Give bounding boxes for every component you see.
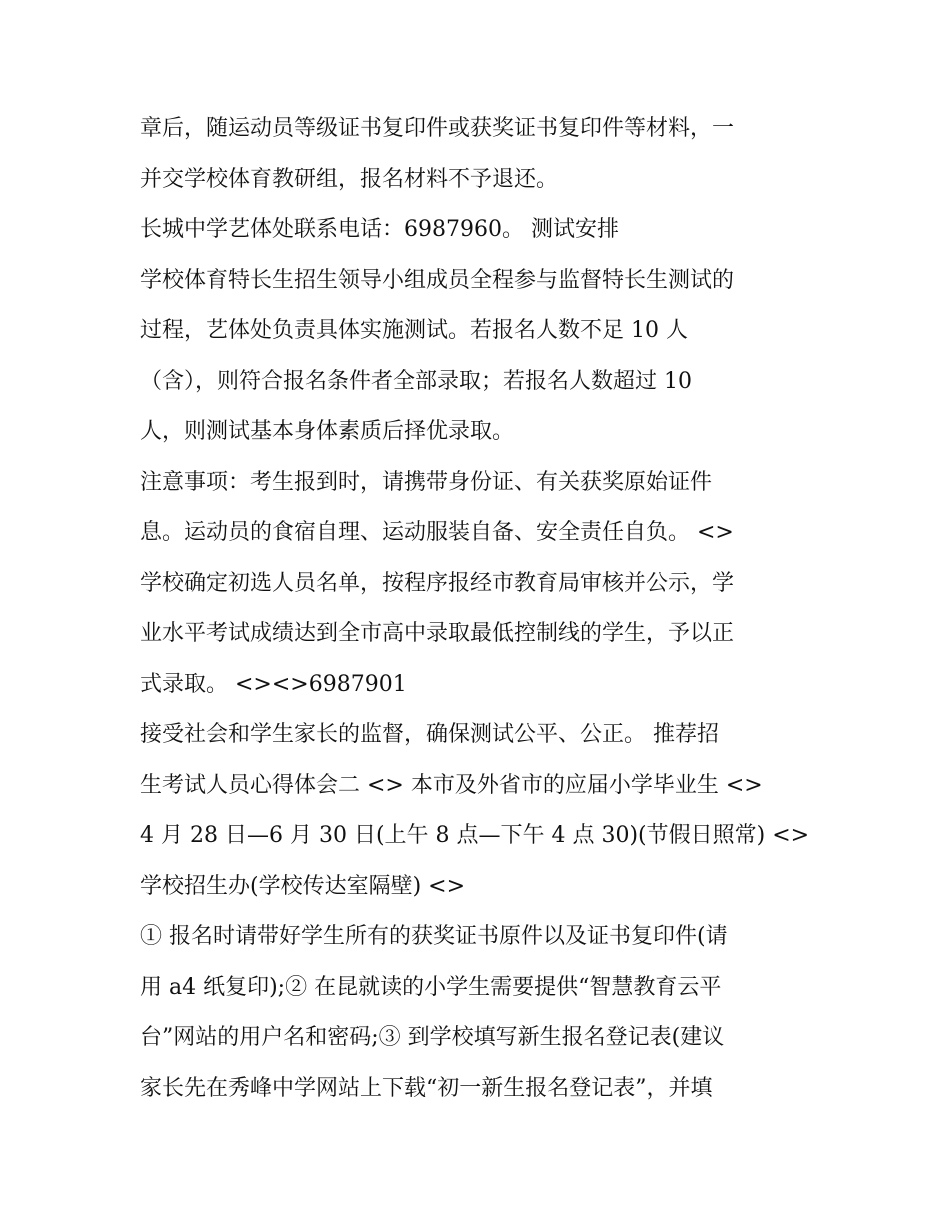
text-line-4: 学校体育特长生招生领导小组成员全程参与监督特长生测试的 bbox=[140, 267, 735, 293]
text-line-9: 息。运动员的食宿自理、运动服装自备、安全责任自负。 <> bbox=[140, 520, 734, 545]
text-line-11: 业水平考试成绩达到全市高中录取最低控制线的学生，予以正 bbox=[140, 621, 735, 646]
text-line-20: 家长先在秀峰中学网站上下载“初一新生报名登记表”，并填 bbox=[140, 1075, 713, 1101]
text-line-5: 过程，艺体处负责具体实施测试。若报名人数不足 10 人 bbox=[140, 318, 688, 343]
text-line-14: 生考试人员心得体会二 <> 本市及外省市的应届小学毕业生 <> bbox=[140, 772, 763, 798]
text-line-2: 并交学校体育教研组，报名材料不予退还。 bbox=[140, 166, 559, 192]
text-line-3: 长城中学艺体处联系电话：6987960。 测试安排 bbox=[140, 217, 619, 242]
text-line-19: 台”网站的用户名和密码;③ 到学校填写新生报名登记表(建议 bbox=[140, 1025, 725, 1050]
text-line-16: 学校招生办(学校传达室隔壁) <> bbox=[140, 873, 466, 899]
text-line-8: 注意事项：考生报到时，请携带身份证、有关获奖原始证件 bbox=[140, 469, 713, 495]
text-line-6: （含），则符合报名条件者全部录取；若报名人数超过 10 bbox=[140, 368, 692, 394]
text-line-18: 用 a4 纸复印);② 在昆就读的小学生需要提供“智慧教育云平 bbox=[140, 974, 722, 1000]
text-line-1: 章后，随运动员等级证书复印件或获奖证书复印件等材料，一 bbox=[140, 116, 735, 141]
text-line-15: 4 月 28 日—6 月 30 日(上午 8 点—下午 4 点 30)(节假日照常) <> bbox=[140, 823, 810, 848]
text-line-10: 学校确定初选人员名单，按程序报经市教育局审核并公示，学 bbox=[140, 570, 735, 596]
text-line-12: 式录取。 <><>6987901 bbox=[140, 671, 407, 697]
text-line-7: 人，则测试基本身体素质后择优录取。 bbox=[140, 419, 515, 444]
text-line-13: 接受社会和学生家长的监督，确保测试公平、公正。 推荐招 bbox=[140, 722, 719, 747]
document-body bbox=[140, 104, 820, 1114]
text-line-17: ① 报名时请带好学生所有的获奖证书原件以及证书复印件(请 bbox=[140, 924, 728, 949]
